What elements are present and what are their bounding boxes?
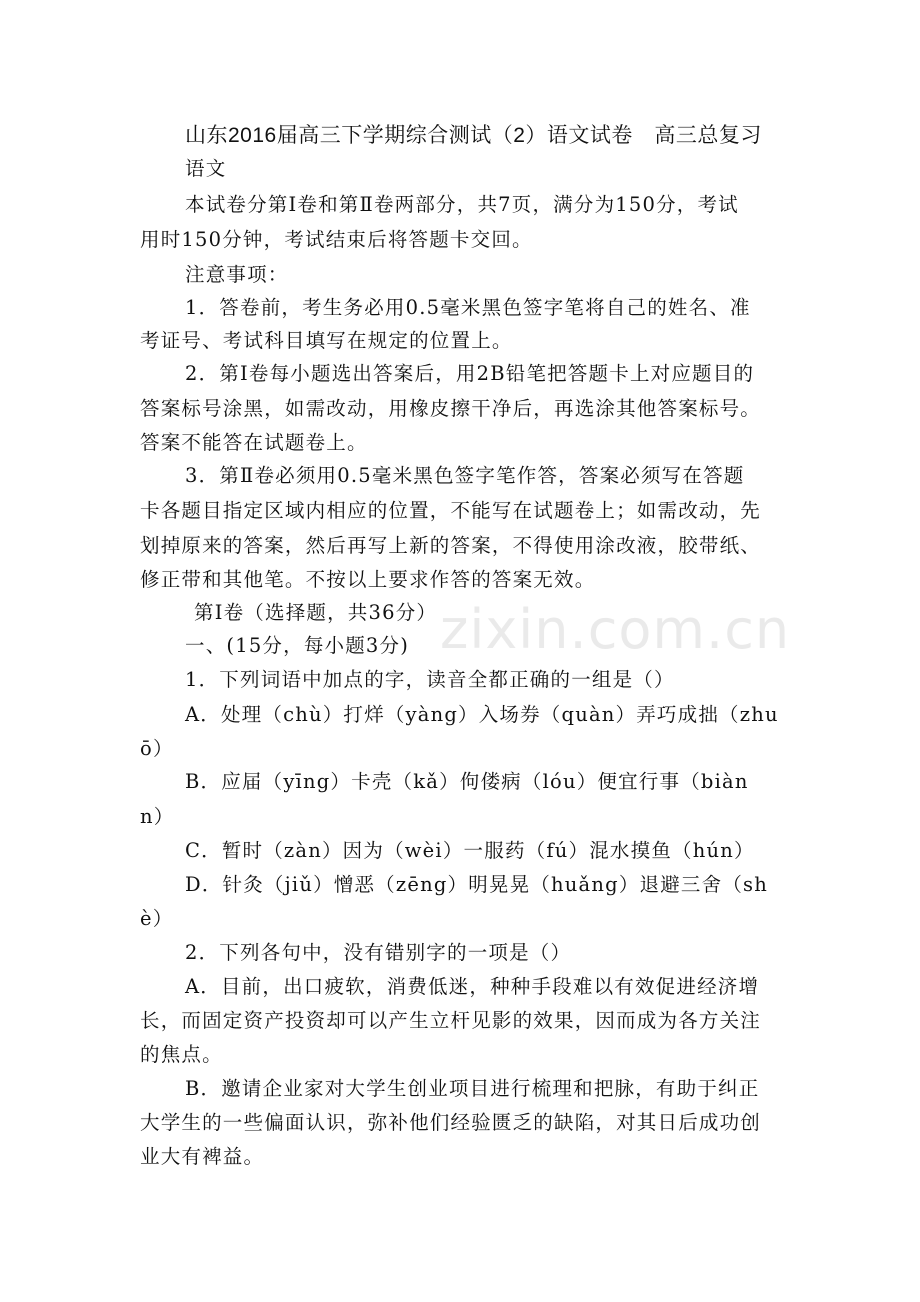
answer-option: B．邀请企业家对大学生创业项目进行梳理和把脉，有助于纠正 bbox=[185, 1077, 760, 1100]
paragraph-line: 用时150分钟，考试结束后将答题卡交回。 bbox=[140, 228, 533, 251]
answer-option: D．针灸（jiǔ）憎恶（zēng）明晃晃（huǎng）退避三舍（sh bbox=[185, 873, 768, 896]
notice-heading: 注意事项： bbox=[185, 263, 289, 286]
paragraph-line: 3．第Ⅱ卷必须用0.5毫米黑色签字笔作答，答案必须写在答题 bbox=[185, 464, 745, 487]
paragraph-line: 划掉原来的答案，然后再写上新的答案，不得使用涂改液，胶带纸、 bbox=[140, 534, 762, 557]
answer-option: ō） bbox=[140, 737, 174, 760]
paragraph-line: 2．第Ⅰ卷每小题选出答案后，用2B铅笔把答题卡上对应题目的 bbox=[185, 362, 755, 385]
section-heading: 第Ⅰ卷（选择题，共36分） bbox=[194, 601, 438, 624]
paragraph-line: 答案不能答在试题卷上。 bbox=[140, 431, 368, 454]
question-stem: 1．下列词语中加点的字，读音全都正确的一组是（） bbox=[185, 668, 675, 691]
paragraph-line: 考证号、考试科目填写在规定的位置上。 bbox=[140, 329, 513, 352]
question-group-heading: 一、(15分，每小题3分) bbox=[185, 634, 410, 657]
answer-option: B．应届（yīng）卡壳（kǎ）佝偻病（lóu）便宜行事（biàn bbox=[185, 770, 749, 793]
paragraph-line: 本试卷分第Ⅰ卷和第Ⅱ卷两部分，共7页，满分为150分，考试 bbox=[185, 193, 739, 216]
answer-option: è） bbox=[140, 907, 174, 930]
watermark-text: zixin.com.cn bbox=[440, 598, 791, 661]
paragraph-line: 修正带和其他笔。不按以上要求作答的答案无效。 bbox=[140, 568, 596, 591]
subject-label: 语文 bbox=[185, 157, 227, 180]
paragraph-line: 答案标号涂黑，如需改动，用橡皮擦干净后，再选涂其他答案标号。 bbox=[140, 397, 762, 420]
answer-option: n） bbox=[140, 805, 175, 828]
answer-option: A．目前，出口疲软，消费低迷，种种手段难以有效促进经济增 bbox=[185, 975, 760, 998]
answer-option: A．处理（chù）打烊（yàng）入场券（quàn）弄巧成拙（zhu bbox=[185, 703, 779, 726]
answer-option: 长，而固定资产投资却可以产生立杆见影的效果，因而成为各方关注 bbox=[140, 1009, 762, 1032]
question-stem: 2．下列各句中，没有错别字的一项是（） bbox=[185, 941, 572, 964]
answer-option: C．暂时（zàn）因为（wèi）一服药（fú）混水摸鱼（hún） bbox=[185, 839, 755, 862]
document-title: 山东2016届高三下学期综合测试（2）语文试卷 高三总复习 bbox=[185, 124, 762, 147]
paragraph-line: 卡各题目指定区域内相应的位置，不能写在试题卷上；如需改动，先 bbox=[140, 499, 762, 522]
answer-option: 业大有裨益。 bbox=[140, 1145, 265, 1168]
paragraph-line: 1．答卷前，考生务必用0.5毫米黑色签字笔将自己的姓名、准 bbox=[185, 296, 751, 319]
answer-option: 的焦点。 bbox=[140, 1043, 223, 1066]
answer-option: 大学生的一些偏面认识，弥补他们经验匮乏的缺陷，对其日后成功创 bbox=[140, 1111, 762, 1134]
